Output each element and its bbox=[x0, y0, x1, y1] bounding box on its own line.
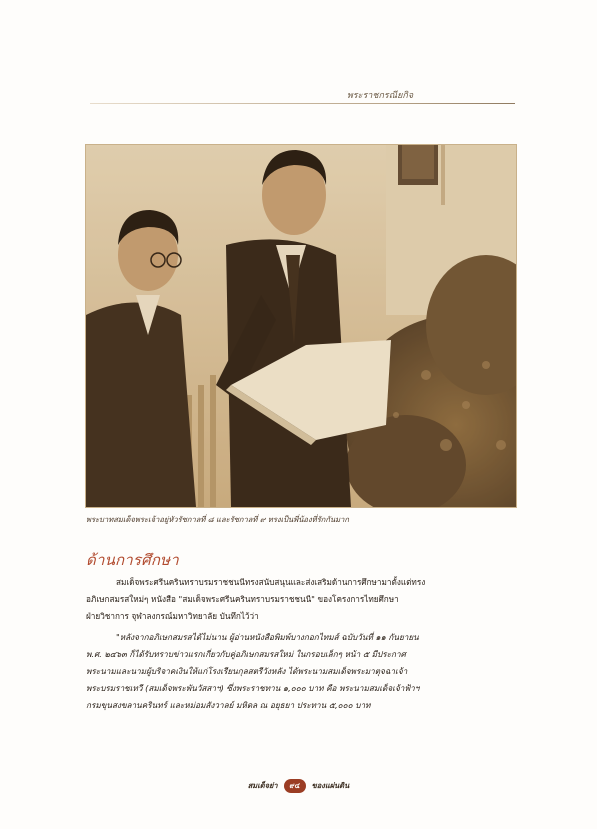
footer-right-title: ของแผ่นดิน bbox=[311, 781, 350, 790]
text-line: พระบรมราชเทวี (สมเด็จพระพันวัสสาฯ) ซึ่งพระราชทาน ๑,๐๐๐ บาท คือ พระนามสมเด็จเจ้าฟ้าฯ bbox=[86, 683, 420, 693]
page-footer bbox=[0, 776, 597, 796]
running-head: พระราชกรณียกิจ bbox=[346, 91, 414, 101]
text-line: ฝ่ายวิชาการ จุฬาลงกรณ์มหาวิทยาลัย บันทึกไว้ว่า bbox=[86, 611, 259, 621]
paragraph-quote bbox=[86, 629, 516, 714]
historic-photo bbox=[86, 145, 516, 507]
text-line: กรมขุนสงขลานครินทร์ และหม่อมสังวาลย์ มหิดล ณ อยุธยา ประทาน ๕,๐๐๐ บาท bbox=[86, 700, 371, 710]
section-heading: ด้านการศึกษา bbox=[86, 551, 179, 569]
text-line: อภิเษกสมรสใหม่ๆ หนังสือ "สมเด็จพระศรีนครินทราบรมราชชนนี" ของโครงการไทยศึกษา bbox=[86, 594, 399, 604]
text-line: พระนามและนามผู้บริจาคเงินให้แก่โรงเรียนกุลสตรีวังหลัง ได้พระนามสมเด็จพระมาตุจฉาเจ้า bbox=[86, 666, 408, 676]
body-text bbox=[86, 574, 516, 714]
paragraph-intro bbox=[86, 574, 516, 625]
photo-caption: พระบาทสมเด็จพระเจ้าอยู่หัวรัชกาลที่ ๘ และรัชกาลที่ ๙ ทรงเป็นพี่น้องที่รักกันมาก bbox=[86, 515, 350, 524]
text-line: พ.ศ. ๒๔๖๓ ก็ได้รับทราบข่าวแรกเกี่ยวกับคู่อภิเษกสมรสใหม่ ในกรอบเล็กๆ หน้า ๕ มีประกาศ bbox=[86, 649, 406, 659]
page-number-badge: ๙๔ bbox=[284, 779, 306, 793]
footer-left-title: สมเด็จย่า bbox=[247, 781, 278, 790]
text-line: สมเด็จพระศรีนครินทราบรมราชชนนีทรงสนับสนุนและส่งเสริมด้านการศึกษามาตั้งแต่ทรง bbox=[116, 577, 426, 587]
header-rule bbox=[90, 103, 515, 104]
text-line: "หลังจากอภิเษกสมรสได้ไม่นาน ผู้อ่านหนังสือพิมพ์บางกอกไทมส์ ฉบับวันที่ ๑๑ กันยายน bbox=[116, 632, 419, 642]
photo-illustration bbox=[86, 145, 516, 507]
